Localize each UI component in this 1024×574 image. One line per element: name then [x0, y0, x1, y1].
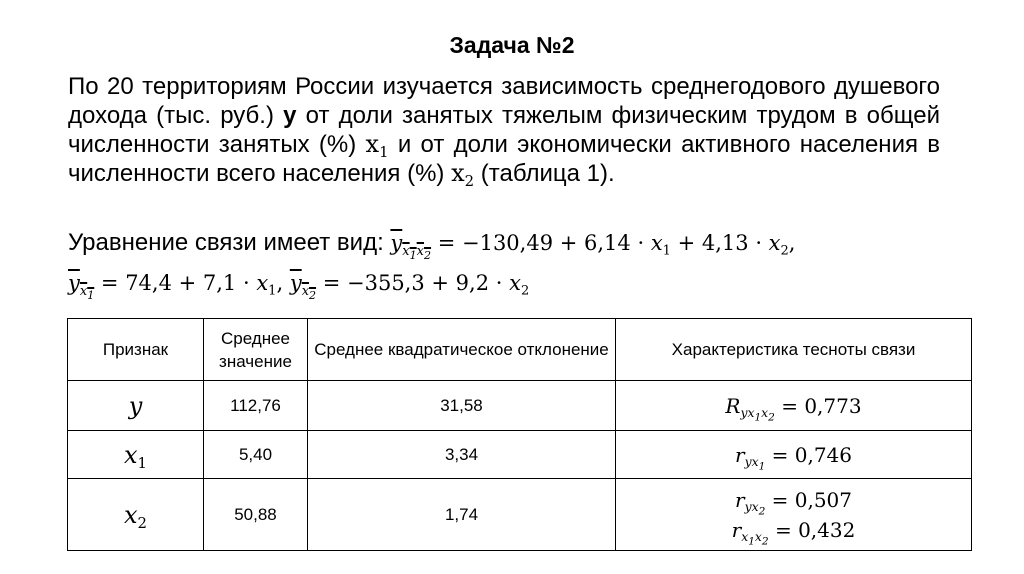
variable-x1: $x_1$ — [365, 130, 389, 162]
regression-equation — [68, 228, 796, 262]
mean-cell: 5,40 — [204, 431, 308, 479]
variable-y: у — [283, 102, 297, 129]
mean-cell: 112,76 — [204, 381, 308, 431]
task-description — [68, 72, 941, 191]
variable-x2: $x_2$ — [451, 159, 475, 191]
description-text-4: (таблица 1). — [474, 160, 615, 187]
statistics-table — [67, 318, 972, 551]
sd-cell: 31,58 — [308, 381, 616, 431]
mean-cell: 50,88 — [204, 479, 308, 551]
pair-regression-equations: $y_{x_1} = 74,4 + 7,1 \cdot x_1$, $y_{x_2} = -355,3 + 9,2 \cdot x_2$ — [68, 271, 530, 302]
description-text-3: и от доли экономически активного населения в численности всего населения (%) — [68, 131, 941, 187]
header-correlation: Характеристика тесноты связи — [616, 319, 972, 381]
table-header-row — [68, 319, 972, 381]
header-mean: Среднее значение — [204, 319, 308, 381]
relation-cell — [616, 479, 972, 551]
equation-yx2: $y_{x_2} = -355,3 + 9,2 \cdot x_2$ — [289, 271, 530, 302]
task-title: Задача №2 — [449, 32, 575, 58]
equation-label: Уравнение связи имеет вид: — [68, 229, 384, 256]
equation-main: $y_{x_1x_2} = -130,49 + 6,14 \cdot x_1 + 4,13 \cdot x_2$, — [390, 231, 796, 262]
table-row — [68, 431, 972, 479]
header-feature: Признак — [68, 319, 204, 381]
description-text-2: от доли занятых тяжелым физическим трудом в общей численности занятых (%) — [68, 102, 940, 158]
feature-cell: $x_2$ — [68, 479, 204, 551]
sd-cell: 3,34 — [308, 431, 616, 479]
header-std-deviation: Среднее квадратическое отклонение — [308, 319, 616, 381]
relation-cell: $r_{yx_1} = 0,746$ — [616, 431, 972, 479]
relation-rx1x2: $r_{x_1x_2} = 0,432$ — [731, 517, 856, 548]
table-row — [68, 381, 972, 431]
feature-cell: $x_1$ — [68, 431, 204, 479]
relation-cell: $R_{yx_1x_2} = 0,773$ — [616, 381, 972, 431]
equation-yx1: $y_{x_1} = 74,4 + 7,1 \cdot x_1$ — [68, 271, 277, 302]
feature-cell: y — [68, 381, 204, 431]
description-text-1: По 20 территориям России изучается зависимость среднегодового душевого дохода (тыс. руб.) — [68, 73, 940, 129]
table-row — [68, 479, 972, 551]
sd-cell: 1,74 — [308, 479, 616, 551]
relation-ryx2: $r_{yx_2} = 0,507$ — [735, 487, 852, 518]
